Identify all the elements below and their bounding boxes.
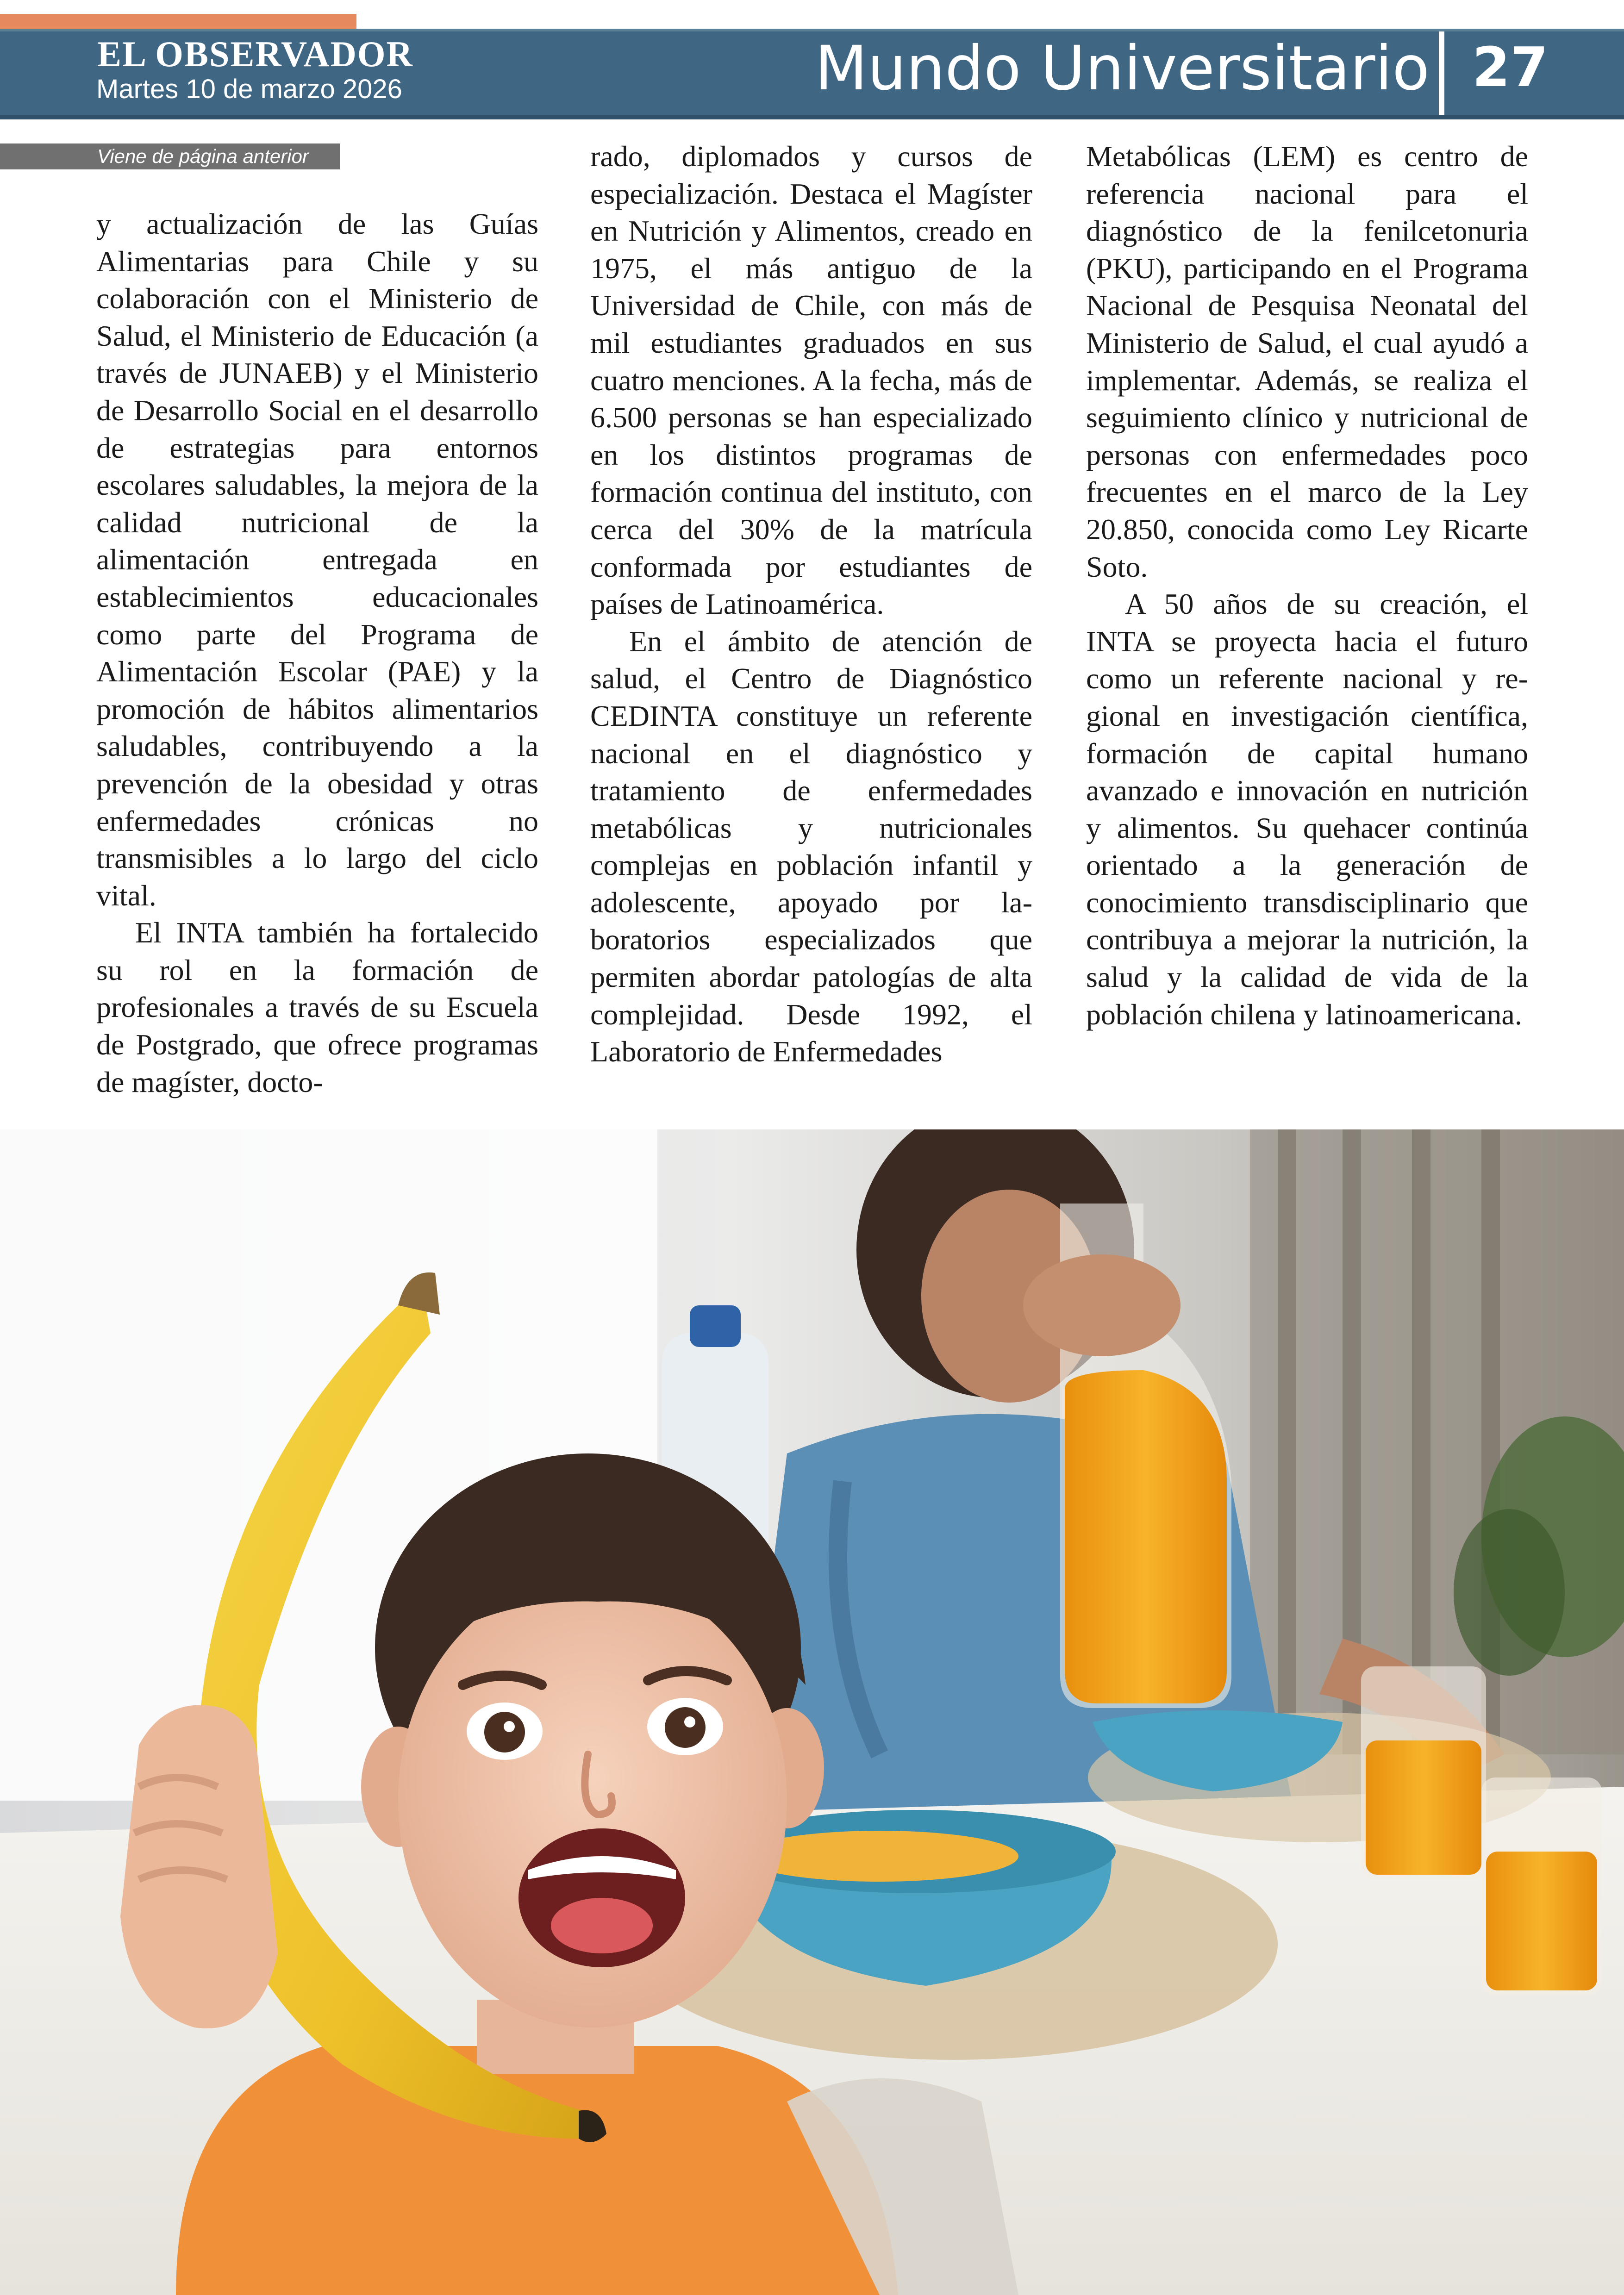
article-photo xyxy=(0,1129,1624,2295)
article-paragraph: y actualización de las Guías Alimentarias para Chile y su colaboración con el Ministerio de Salud, el Ministerio de Educación (a través de JUNAEB) y el Ministerio de Desarrollo Social en el desarrollo de estrategias para entornos escolares saludables, la mejora de la calidad nutricional de la alimentación entregada en establecimientos educacionales como parte del Programa de Alimentación Escolar (PAE) y la promoción de hábitos alimentarios saludables, contribuyendo a la prevención de la obesidad y otras enfermedades crónicas no transmisibles a lo largo del ciclo vital. xyxy=(96,207,538,912)
child-with-banana-photo-icon xyxy=(0,1129,1624,2295)
article-column-2 xyxy=(590,138,1032,1071)
publication-name: EL OBSERVADOR xyxy=(97,34,413,74)
article-paragraph: En el ámbito de atención de salud, el Centro de Diagnóstico CEDINTA constituye un referente nacional en el diagnóstico y tratamiento de enfermedades metabólicas y nutricionales complejas en población infantil y adolescente, apoyado por laboratorios especializados que permiten abordar patologías de alta complejidad. Desde 1992, el Laboratorio de Enfermedades xyxy=(590,624,1032,1068)
continued-from-previous-tag: Viene de página anterior xyxy=(0,143,340,169)
article-paragraph: rado, diplomados y cursos de especialización. Destaca el Magíster en Nutrición y Alimentos, creado en 1975, el más antiguo de la Universidad de Chile, con más de mil estudiantes graduados en sus cuatro menciones. A la fecha, más de 6.500 personas se han especializado en los distintos programas de formación continua del instituto, con cerca del 30% de la matrícula conformada por estudiantes de países de Latinoamérica. xyxy=(590,140,1032,621)
publication-date: Martes 10 de marzo 2026 xyxy=(96,74,402,104)
page-header xyxy=(0,31,1624,119)
article-paragraph: Metabólicas (LEM) es centro de referencia nacional para el diagnóstico de la fenilcetonuria (PKU), participando en el Programa Nacional de Pesquisa Neonatal del Ministerio de Salud, el cual ayudó a implementar. Además, se realiza el seguimiento clínico y nutricional de personas con enfermedades poco frecuentes en el marco de la Ley 20.850, conocida como Ley Ricarte Soto. xyxy=(1086,140,1528,583)
article-column-1 xyxy=(96,206,538,1101)
article-paragraph: El INTA también ha fortalecido su rol en la formación de profesionales a través de su Escuela de Postgrado, que ofrece programas de magíster, docto- xyxy=(96,916,538,1098)
page-number: 27 xyxy=(1472,35,1549,99)
header-divider xyxy=(1439,31,1444,115)
article-column-3 xyxy=(1086,138,1528,1033)
article-paragraph: A 50 años de su creación, el INTA se proyecta hacia el futuro como un referente nacional y regional en investigación científica, formación de capital humano avanzado e innovación en nutrición y alimentos. Su quehacer continúa orientado a la generación de conocimiento transdisciplinario que contribuya a mejorar la nutrición, la salud y la calidad de vida de la población chilena y latinoamericana. xyxy=(1086,587,1528,1031)
section-title: Mundo Universitario xyxy=(814,33,1430,104)
